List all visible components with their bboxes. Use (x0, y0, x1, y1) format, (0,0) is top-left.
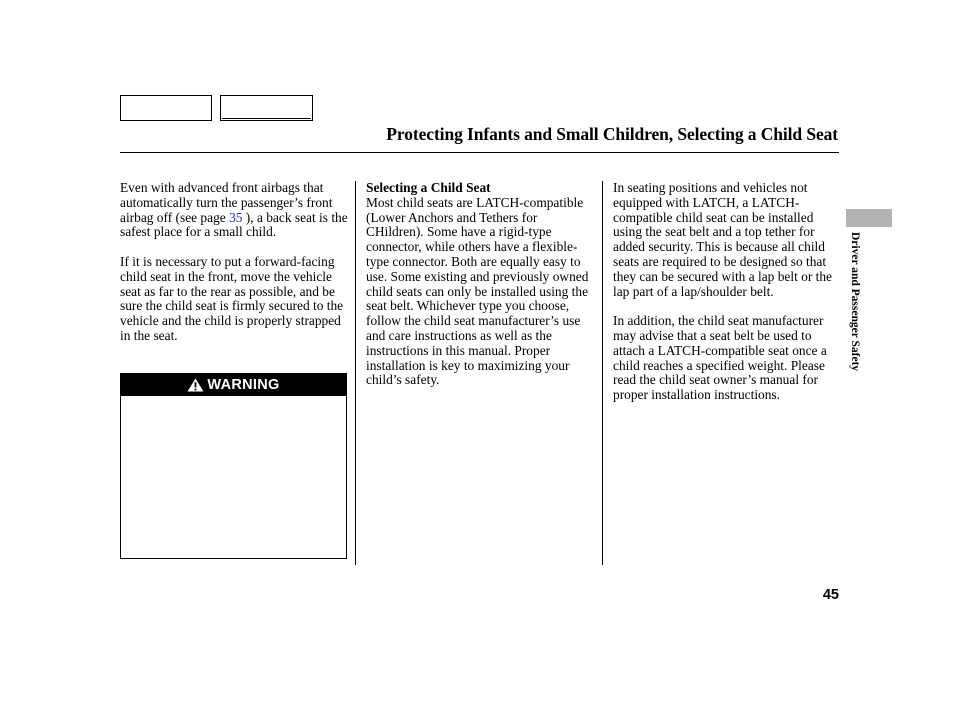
column-right (613, 181, 839, 403)
page-number: 45 (822, 587, 839, 603)
column-middle (366, 181, 596, 388)
latch-paragraph: In seating positions and vehicles not equipped with LATCH, a LATCH-compatible child seat can be installed using the seat belt and a top tether for added security. This is because all child seats are required to be designed so that they can be secured with a lap belt or the lap part of a lap/shoulder belt. (613, 180, 832, 299)
column-divider (602, 181, 603, 565)
warning-box (120, 373, 347, 559)
selecting-paragraph: Most child seats are LATCH-compatible (Lower Anchors and Tethers for CHildren). Some have a rigid-type connector, while others have a flexible-type connector. Both are equally easy to use. Some existing and previously owned child seats can only be installed using the seat belt. Whichever type you choose, follow the child seat manufacturer’s use and care instructions as well as the instructions in this manual. Proper installation is key to maximizing your child’s safety. (366, 194, 589, 388)
column-left (120, 181, 348, 344)
section-label: Driver and Passenger Safety (849, 232, 861, 372)
forward-facing-paragraph: If it is necessary to put a forward-facing child seat in the front, move the vehicle seat as far to the rear as possible, and be sure the child seat is firmly secured to the vehicle and the child is properly strapped in the seat. (120, 253, 344, 343)
next-page-button[interactable] (220, 95, 313, 121)
warning-label: WARNING (207, 377, 280, 393)
airbag-text-end: ), a back seat is the safest place for a small child. (120, 209, 348, 240)
section-tab-marker (846, 209, 892, 227)
page-35-link[interactable]: 35 (229, 209, 243, 225)
warning-triangle-icon (187, 378, 204, 392)
warning-header (121, 374, 346, 396)
manufacturer-advice-paragraph: In addition, the child seat manufacturer may advise that a seat belt be used to attach a LATCH-compatible seat once a child reaches a specified weight. Please read the child seat owner’s manual for proper installation instructions. (613, 313, 827, 403)
title-divider (120, 152, 839, 153)
airbag-text-start: Even with advanced front airbags that automatically turn the passenger’s front airbag off (see page (120, 180, 333, 225)
column-divider (355, 181, 356, 565)
previous-page-button[interactable] (120, 95, 212, 121)
section-heading: Selecting a Child Seat (366, 180, 491, 195)
page-title: Protecting Infants and Small Children, Selecting a Child Seat (386, 124, 838, 144)
airbag-paragraph (120, 181, 348, 240)
selecting-section (366, 181, 596, 388)
